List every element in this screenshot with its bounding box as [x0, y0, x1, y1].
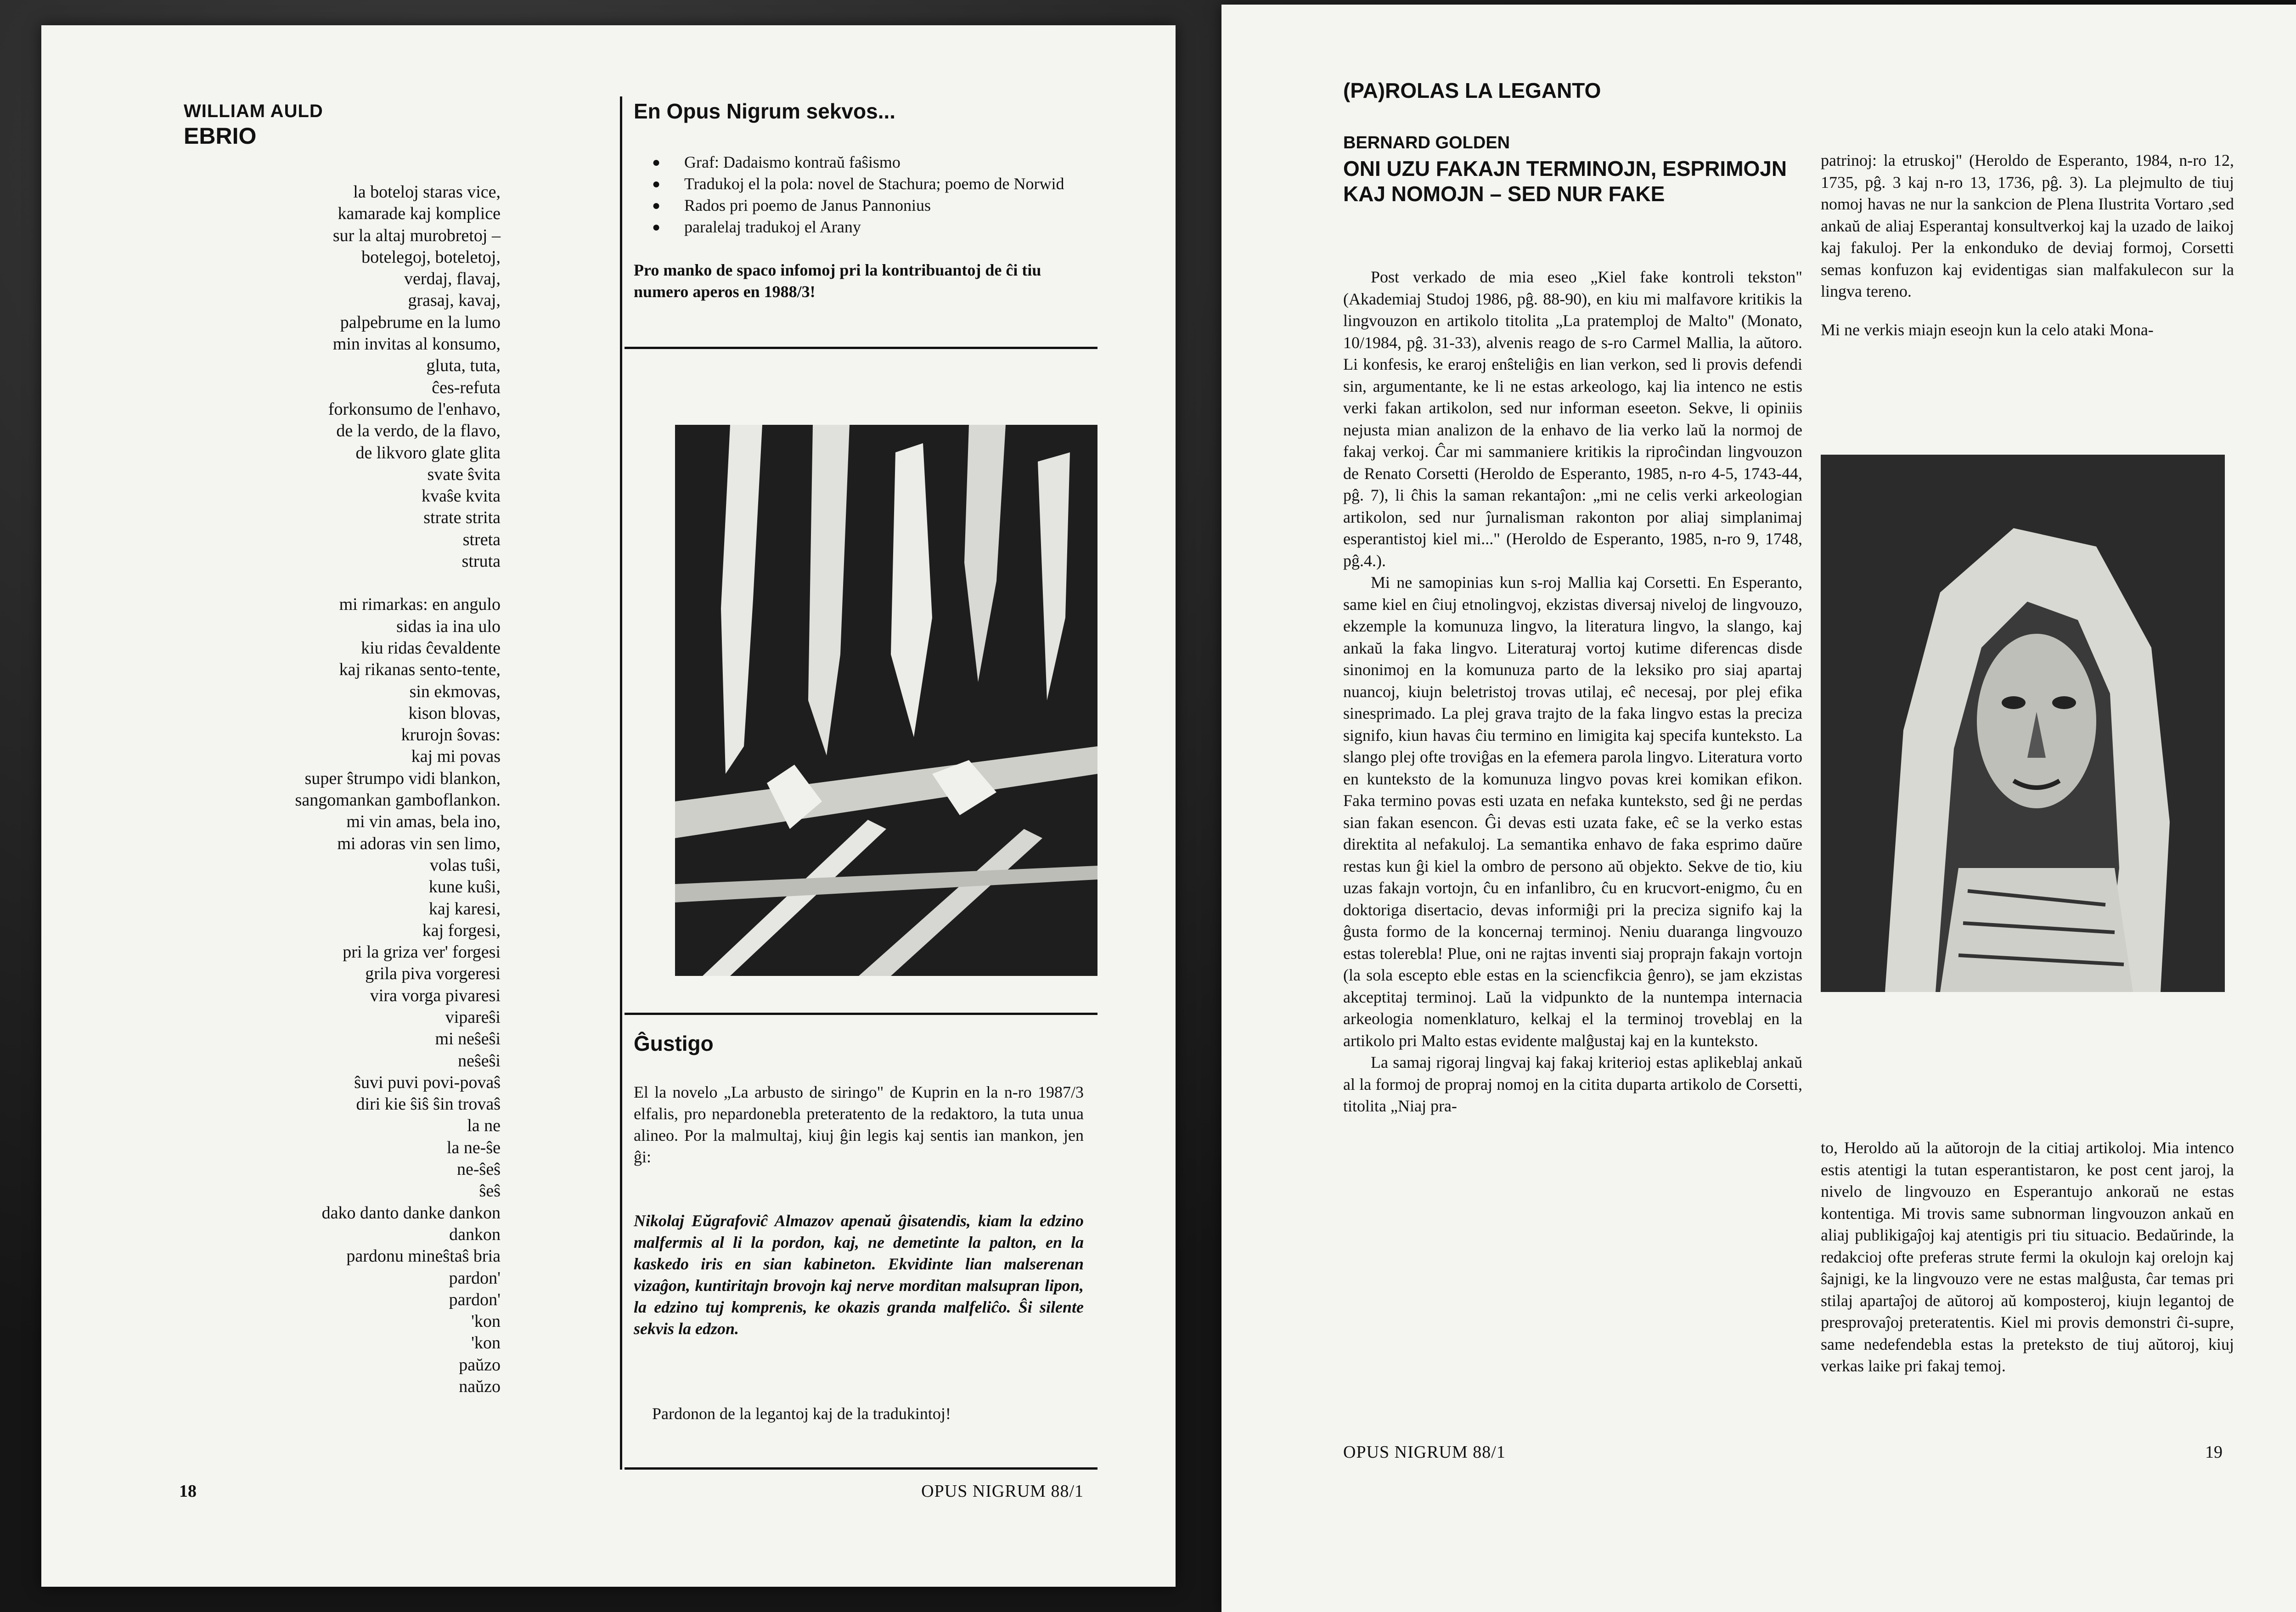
- poem-header: [184, 101, 323, 149]
- woodcut-illustration: [675, 425, 1097, 976]
- poem-line: ŝuvi puvi povi-povaŝ: [354, 1072, 501, 1092]
- poem-line: neŝeŝi: [458, 1051, 501, 1071]
- poem-line: krurojn ŝovas:: [401, 725, 501, 745]
- left-page: [41, 25, 1176, 1587]
- poem-line: kaj mi povas: [411, 747, 501, 767]
- poem-line: kaj karesi,: [428, 899, 501, 919]
- article-title: ONI UZU FAKAJN TERMINOJN, ESPRIMOJN KAJ NOMOJN – SED NUR FAKE: [1343, 157, 1787, 206]
- poem-line: gluta, tuta,: [426, 356, 501, 376]
- page-number: 18: [179, 1482, 197, 1501]
- poem-line: la ne: [467, 1116, 501, 1136]
- poem-line: svate ŝvita: [427, 464, 501, 484]
- poem-line: botelegoj, boteletoj,: [361, 247, 501, 267]
- poem-line: sidas ia ina ulo: [396, 616, 501, 636]
- poem-line: grila piva vorgeresi: [365, 964, 501, 984]
- gustigo-body: El la novelo „La arbusto de siringo" de Kuprin en la n-ro 1987/3 elfalis, pro nepardonebla preteratento de la redaktoro, la tuta unua alineo. Por la malmultaj, kiuj ĝin legis kaj sentis ian mankon, jen ĝi:: [634, 1083, 1084, 1166]
- poem-line: dankon: [449, 1224, 501, 1244]
- poem-line: super ŝtrumpo vidi blankon,: [304, 768, 501, 788]
- poem-line: volas tuŝi,: [429, 855, 501, 875]
- divider-rule: [625, 1013, 1097, 1015]
- gustigo-title: Ĝustigo: [634, 1031, 714, 1055]
- poem-line: struta: [461, 552, 501, 571]
- poem-line: streta: [462, 530, 501, 549]
- page-number: 19: [2205, 1443, 2223, 1462]
- poem-line: kaj forgesi,: [422, 920, 501, 940]
- paragraph: patrinoj: la etruskoj" (Heroldo de Esperanto, 1984, n-ro 12, 1735, pĝ. 3 kaj n-ro 13, 1736, pĝ. 3). La plejmulto de tiuj nomoj havas ne nur la sankcion de Plena Ilustrita Vortaro ,sed ankaŭ de aliaj Esperantaj konsultverkoj kaj la uzado de laikoj kaj fakuloj. Per la enkonduko de deviaj formoj, Corsetti semas konfuzon kaj evidentigas sian malfakulecon sur la lingva tereno.: [1821, 151, 2234, 300]
- poem-line: pardon': [449, 1268, 501, 1288]
- article-column-2-top: [1821, 133, 2234, 357]
- poem-line: sur la altaj murobretoj –: [332, 225, 501, 245]
- sekvos-item: ● paralelaj tradukoj el Arany: [652, 216, 1084, 238]
- paragraph: La samaj rigoraj lingvaj kaj fakaj kriterioj estas aplikeblaj ankaŭ al la formoj de propraj nomoj en la citita duparta artikolo de Corsetti, titolita „Niaj pra-: [1343, 1053, 1802, 1115]
- sekvos-note: Pro manko de spaco infomoj pri la kontribuantoj de ĉi tiu numero aperos en 1988/3!: [634, 261, 1041, 301]
- poem-line: strate strita: [423, 508, 501, 528]
- paragraph: Post verkado de mia eseo „Kiel fake kontroli tekston" (Akademiaj Studoj 1986, pĝ. 88-90), en kiu mi malfavore kritikis la lingvouzon en artikolo titolita „La pratemploj de Malto" (Monato, 10/1984, pĝ. 31-33), alvenis reago de s-ro Carmel Mallia, la aŭtoro. Li konfesis, ke eraroj enŝteliĝis en lian verkon, sed li provis defendi sin, argumentante, ke li ne estas arkeologo, kaj lia intenco ne estis verki fakan artikolon, sed nur informan eseeton. Sekve, li opiniis nejusta mian analizon de la enhavo de lia verko laŭ la normoj de fakaj verkoj. Ĉar mi sammaniere kritikis la riproĉindan lingvouzon de Renato Corsetti (Heroldo de Esperanto, 1985, n-ro 4-5, 1743-44, pĝ. 7), li ĉhis la saman rekantaĵon: „mi ne celis verki arkeologian artikolon, sed nur ĵurnalisman rakonton por aliaj simplanimaj esperantistoj kiel mi..." (Heroldo de Esperanto, 1985, n-ro 9, 1748, pĝ.4.).: [1343, 268, 1802, 570]
- poem-line: ne-ŝeŝ: [457, 1160, 501, 1179]
- paragraph: Mi ne verkis miajn eseojn kun la celo ataki Mona-: [1821, 320, 2154, 339]
- poem-line: sin ekmovas,: [409, 682, 501, 701]
- poem-line: paŭzo: [459, 1355, 501, 1375]
- poem-line: 'kon: [471, 1333, 501, 1353]
- poem-line: kaj rikanas sento-tente,: [339, 660, 501, 680]
- poem-line: [179, 572, 501, 594]
- sekvos-item: ● Rados pri poemo de Janus Pannonius: [652, 195, 1084, 216]
- sekvos-title: En Opus Nigrum sekvos...: [634, 99, 896, 123]
- poem-line: kune kuŝi,: [428, 877, 501, 897]
- poem-line: kiu ridas ĉevaldente: [361, 638, 501, 658]
- poem-line: kison blovas,: [408, 703, 501, 723]
- poem-line: de likvoro glate glita: [355, 443, 501, 462]
- gustigo-quote: Nikolaj Eŭgrafoviĉ Almazov apenaŭ ĝisatendis, kiam la edzino malfermis al li la pordon, kaj, ne demetinte la palton, en la kaskedo iris en sian kabineton. Ekvidinte lian malserenan vizaĝon, kuntiritajn brovojn kaj nerve morditan malsupran lipon, la edzino tuj komprenis, ke okazis granda malfeliĉo. Ŝi silente sekvis la edzon.: [634, 1212, 1084, 1338]
- poem-line: la ne-ŝe: [446, 1138, 501, 1157]
- paragraph: to, Heroldo aŭ la aŭtorojn de la citiaj artikoloj. Mia intenco estis atentigi la tutan esperantistaron, ke post cent jaroj, la nivelo de lingvouzo en Esperantujo ankoraŭ ne estas kontentiga. Mi trovis same subnorman lingvouzon ankaŭ en aliaj publikigaĵoj kaj atentigis pri tiu situacio. Bedaŭrinde, la redakcioj ofte preferas strute fermi la okulojn kaj orelojn kaj ŝajnigi, ke la lingvouzo vere ne estas malĝusta, ĉar temas pri stilaj apartaĵoj de aŭtoroj aŭ komposteroj, kiujn legantoj de presprovaĵoj preteratentis. Kiel mi provis demonstri ĉi-supre, same nedefendebla estas la preteksto de tiuj aŭtoroj, kiuj verkas laike pri fakaj temoj.: [1821, 1139, 2234, 1375]
- page-footer: OPUS NIGRUM 88/1: [1343, 1443, 1506, 1462]
- poem-line: la boteloj staras vice,: [353, 182, 501, 202]
- poem-line: diri kie ŝiŝ ŝin trovaŝ: [356, 1094, 501, 1114]
- poem-line: 'kon: [471, 1312, 501, 1331]
- poem-line: mi neŝeŝi: [435, 1029, 501, 1049]
- page-footer: OPUS NIGRUM 88/1: [921, 1482, 1084, 1501]
- poem-line: verdaj, flavaj,: [404, 269, 501, 289]
- divider-rule: [625, 1467, 1097, 1470]
- poem-line: mi rimarkas: en angulo: [339, 595, 501, 614]
- poem-line: sangomankan gamboflankon.: [295, 790, 501, 810]
- poem-line: mi vin amas, bela ino,: [346, 812, 501, 832]
- poem-line: vipareŝi: [445, 1007, 501, 1027]
- poem-line: naŭzo: [459, 1377, 501, 1397]
- section-title: (PA)ROLAS LA LEGANTO: [1343, 79, 1601, 102]
- poem-line: ŝeŝ: [479, 1181, 501, 1201]
- poem-line: kvaŝe kvita: [421, 486, 501, 506]
- paragraph: Mi ne samopinias kun s-roj Mallia kaj Corsetti. En Esperanto, same kiel en ĉiuj etnolingvoj, ekzistas diversaj niveloj de lingvouzo, ekzemple la komunuza lingvo, la literatura lingvo, la slango, kaj ankaŭ la faka lingvo. Literaturaj vortoj kutime diferencas disde sinonimoj en la komunuza parto de la leksiko pro siaj apartaj nuancoj, kiujn beletristoj trovas utilaj, eĉ necesaj, por plej efika sinesprimado. La plej grava trajto de la faka lingvo estas la preciza signifo, kiun havas ĉiu termino en limigita kaj specifa kunteksto. La slango plej ofte troviĝas en la efemera parola lingvo. Literatura vorto en kunteksto de la komunuza lingvo povas krei komikan efikon. Faka termino povas esti uzata en nefaka kunteksto, sed ĝi ne perdas sian fakan esencon. Ĝi devas esti uzata fake, eĉ se la verko estas direktita al nefakuloj. La semantika enhavo de faka esprimo daŭre restas kun ĝi kiel la ombro de persono aŭ objekto. Sekve de tio, kiu uzas fakajn vortojn, ĉu en infanlibro, ĉu en krucvort-enigmo, ĉu en doktoriga disertacio, devas informiĝi pri la preciza signifo kaj la ĝusta formo de la koncernaj terminoj. Neniu duaranga lingvouzo estas tolerebla! Plue, oni ne rajtas inventi siaj proprajn fakajn vortojn (la sola escepto eble estas en la sciencfikcia ĝenro), se jam ekzistas akceptitaj terminoj. Laŭ la vidpunkto de la nuntempa internacia arkeologia nomenklaturo, kelkaj el la terminoj troveblaj en la artikolo pri Malto estas evidente malĝustaj kaj en la kunteksto.: [1343, 573, 1802, 1050]
- poem-line: dako danto danke dankon: [321, 1203, 501, 1223]
- sekvos-item: ● Tradukoj el la pola: novel de Stachura; poemo de Norwid: [652, 173, 1084, 195]
- sekvos-list: [652, 152, 1084, 238]
- sekvos-item: ● Graf: Dadaismo kontraŭ faŝismo: [652, 152, 1084, 173]
- divider-rule: [625, 347, 1097, 349]
- poem-line: forkonsumo de l'enhavo,: [328, 399, 501, 419]
- portrait-woodcut: [1821, 455, 2225, 992]
- poem-line: grasaj, kavaj,: [408, 291, 501, 310]
- poem-line: mi adoras vin sen limo,: [337, 834, 501, 853]
- poem-author: WILLIAM AULD: [184, 101, 323, 121]
- poem-title: EBRIO: [184, 123, 257, 149]
- poem-line: pardon': [449, 1290, 501, 1309]
- poem-text: [179, 181, 501, 1398]
- poem-line: kamarade kaj komplice: [338, 204, 501, 224]
- article-author: BERNARD GOLDEN: [1343, 133, 1510, 152]
- poem-line: ĉes-refuta: [432, 378, 501, 397]
- article-column-2-bottom: [1821, 1121, 2234, 1394]
- poem-line: min invitas al konsumo,: [332, 334, 501, 354]
- poem-line: de la verdo, de la flavo,: [336, 421, 501, 441]
- column-divider: [620, 96, 622, 1470]
- right-page: [1221, 5, 2296, 1612]
- poem-line: vira vorga pivaresi: [370, 986, 501, 1005]
- poem-line: palpebrume en la lumo: [340, 312, 501, 332]
- article-column-1: [1343, 266, 1802, 1117]
- poem-line: pri la griza ver' forgesi: [343, 942, 501, 962]
- gustigo-thanks: Pardonon de la legantoj kaj de la tradukintoj!: [652, 1404, 951, 1423]
- poem-line: pardonu mineŝtaŝ bria: [346, 1246, 501, 1266]
